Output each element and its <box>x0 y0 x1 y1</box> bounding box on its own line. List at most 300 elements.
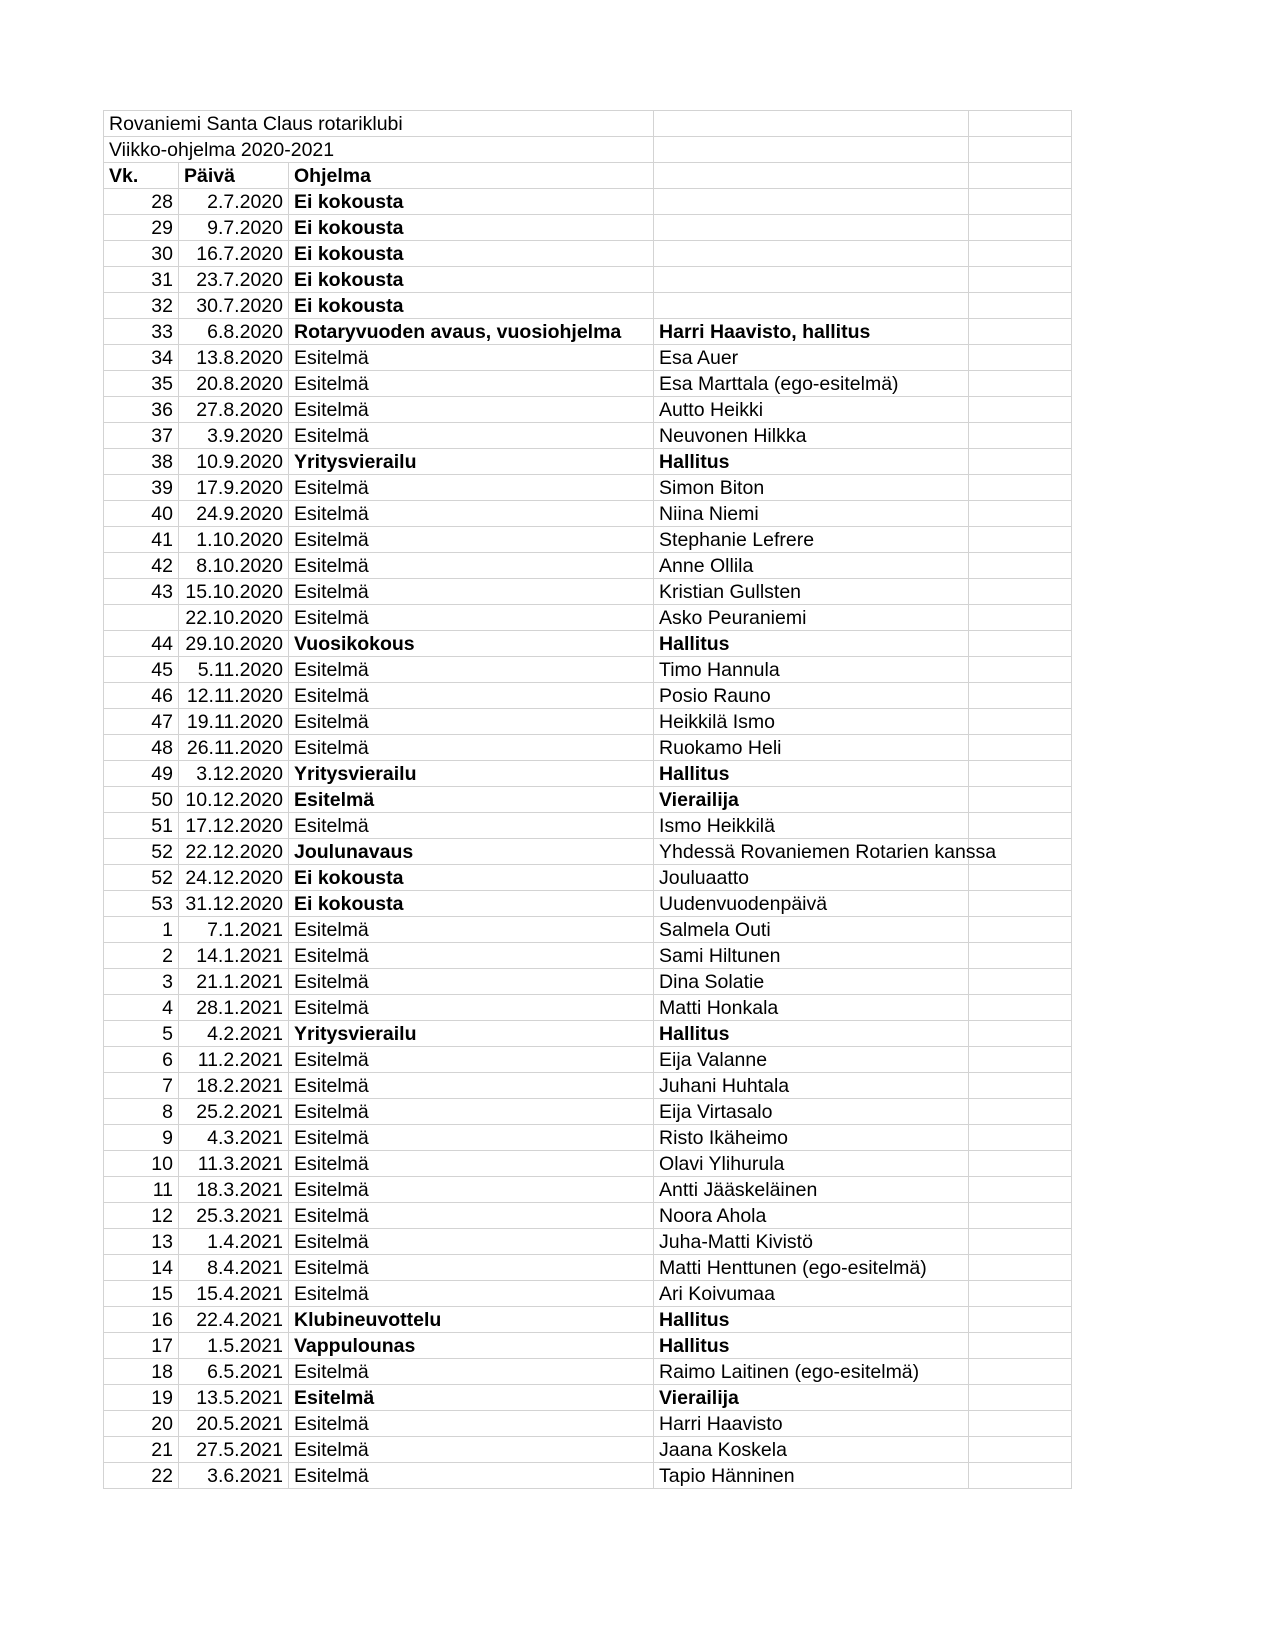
presenter-cell: Hallitus <box>654 1307 969 1333</box>
date-cell: 3.6.2021 <box>179 1463 289 1489</box>
empty-cell <box>969 917 1072 943</box>
table-row <box>104 1333 1072 1359</box>
program-cell: Esitelmä <box>289 709 654 735</box>
table-row <box>104 1437 1072 1463</box>
date-cell: 27.8.2020 <box>179 397 289 423</box>
date-cell: 15.4.2021 <box>179 1281 289 1307</box>
date-cell: 1.10.2020 <box>179 527 289 553</box>
empty-cell <box>969 527 1072 553</box>
presenter-cell: Esa Auer <box>654 345 969 371</box>
date-cell: 9.7.2020 <box>179 215 289 241</box>
program-cell: Esitelmä <box>289 1437 654 1463</box>
table-row <box>104 319 1072 345</box>
empty-cell <box>969 1359 1072 1385</box>
date-cell: 10.12.2020 <box>179 787 289 813</box>
date-cell: 20.5.2021 <box>179 1411 289 1437</box>
week-cell: 30 <box>104 241 179 267</box>
presenter-cell: Tapio Hänninen <box>654 1463 969 1489</box>
program-cell: Esitelmä <box>289 397 654 423</box>
presenter-cell: Ismo Heikkilä <box>654 813 969 839</box>
program-cell: Esitelmä <box>289 995 654 1021</box>
presenter-cell: Yhdessä Rovaniemen Rotarien kanssa <box>654 839 969 865</box>
date-cell: 19.11.2020 <box>179 709 289 735</box>
week-cell: 39 <box>104 475 179 501</box>
week-cell: 44 <box>104 631 179 657</box>
table-row <box>104 423 1072 449</box>
presenter-cell: Hallitus <box>654 449 969 475</box>
empty-cell <box>969 943 1072 969</box>
program-cell: Vappulounas <box>289 1333 654 1359</box>
empty-cell <box>969 345 1072 371</box>
empty-cell <box>969 1333 1072 1359</box>
presenter-cell: Autto Heikki <box>654 397 969 423</box>
empty-cell <box>969 423 1072 449</box>
table-row <box>104 1203 1072 1229</box>
week-cell: 11 <box>104 1177 179 1203</box>
program-cell: Esitelmä <box>289 1359 654 1385</box>
date-cell: 6.5.2021 <box>179 1359 289 1385</box>
program-cell: Esitelmä <box>289 1255 654 1281</box>
presenter-cell: Simon Biton <box>654 475 969 501</box>
week-cell: 4 <box>104 995 179 1021</box>
empty-cell <box>969 735 1072 761</box>
program-cell: Ei kokousta <box>289 293 654 319</box>
table-row <box>104 1047 1072 1073</box>
table-row <box>104 813 1072 839</box>
week-cell: 3 <box>104 969 179 995</box>
empty-cell <box>969 1177 1072 1203</box>
date-cell: 7.1.2021 <box>179 917 289 943</box>
date-cell: 11.2.2021 <box>179 1047 289 1073</box>
table-row <box>104 1021 1072 1047</box>
empty-cell <box>969 1073 1072 1099</box>
program-cell: Esitelmä <box>289 1463 654 1489</box>
week-cell: 34 <box>104 345 179 371</box>
date-cell: 18.3.2021 <box>179 1177 289 1203</box>
week-cell: 33 <box>104 319 179 345</box>
presenter-cell <box>654 267 969 293</box>
empty-cell <box>969 1021 1072 1047</box>
week-cell: 43 <box>104 579 179 605</box>
empty-cell <box>969 1125 1072 1151</box>
week-cell: 22 <box>104 1463 179 1489</box>
week-cell: 12 <box>104 1203 179 1229</box>
empty-cell <box>969 657 1072 683</box>
date-cell: 4.3.2021 <box>179 1125 289 1151</box>
empty-cell <box>654 137 969 163</box>
week-cell: 37 <box>104 423 179 449</box>
date-cell: 5.11.2020 <box>179 657 289 683</box>
table-row <box>104 267 1072 293</box>
program-cell: Esitelmä <box>289 527 654 553</box>
presenter-cell: Raimo Laitinen (ego-esitelmä) <box>654 1359 969 1385</box>
date-cell: 30.7.2020 <box>179 293 289 319</box>
table-row <box>104 397 1072 423</box>
presenter-cell: Matti Honkala <box>654 995 969 1021</box>
presenter-cell <box>654 293 969 319</box>
table-row <box>104 1125 1072 1151</box>
week-cell: 29 <box>104 215 179 241</box>
empty-cell <box>969 397 1072 423</box>
table-row <box>104 1255 1072 1281</box>
presenter-cell: Stephanie Lefrere <box>654 527 969 553</box>
table-row <box>104 553 1072 579</box>
table-row <box>104 215 1072 241</box>
date-cell: 15.10.2020 <box>179 579 289 605</box>
presenter-cell: Heikkilä Ismo <box>654 709 969 735</box>
date-cell: 16.7.2020 <box>179 241 289 267</box>
table-row <box>104 917 1072 943</box>
date-cell: 22.10.2020 <box>179 605 289 631</box>
presenter-cell: Jaana Koskela <box>654 1437 969 1463</box>
program-cell: Esitelmä <box>289 1385 654 1411</box>
program-cell: Klubineuvottelu <box>289 1307 654 1333</box>
program-cell: Ei kokousta <box>289 891 654 917</box>
empty-cell <box>969 683 1072 709</box>
empty-cell <box>969 137 1072 163</box>
date-cell: 25.3.2021 <box>179 1203 289 1229</box>
program-cell: Esitelmä <box>289 1281 654 1307</box>
presenter-cell: Eija Virtasalo <box>654 1099 969 1125</box>
empty-cell <box>969 761 1072 787</box>
empty-cell <box>969 787 1072 813</box>
table-row <box>104 1463 1072 1489</box>
table-row <box>104 735 1072 761</box>
table-row <box>104 475 1072 501</box>
date-cell: 31.12.2020 <box>179 891 289 917</box>
presenter-cell: Posio Rauno <box>654 683 969 709</box>
empty-cell <box>969 215 1072 241</box>
week-cell: 13 <box>104 1229 179 1255</box>
presenter-cell: Ari Koivumaa <box>654 1281 969 1307</box>
program-cell: Esitelmä <box>289 1229 654 1255</box>
table-row <box>104 449 1072 475</box>
date-cell: 22.4.2021 <box>179 1307 289 1333</box>
week-cell: 16 <box>104 1307 179 1333</box>
presenter-cell: Antti Jääskeläinen <box>654 1177 969 1203</box>
date-cell: 1.5.2021 <box>179 1333 289 1359</box>
program-cell: Ei kokousta <box>289 189 654 215</box>
table-row <box>104 865 1072 891</box>
subtitle-row <box>104 137 1072 163</box>
date-cell: 18.2.2021 <box>179 1073 289 1099</box>
week-cell: 49 <box>104 761 179 787</box>
empty-cell <box>969 969 1072 995</box>
empty-cell <box>969 813 1072 839</box>
date-cell: 25.2.2021 <box>179 1099 289 1125</box>
week-cell: 42 <box>104 553 179 579</box>
presenter-cell: Jouluaatto <box>654 865 969 891</box>
program-cell: Esitelmä <box>289 969 654 995</box>
table-row <box>104 1099 1072 1125</box>
table-row <box>104 683 1072 709</box>
program-cell: Esitelmä <box>289 1047 654 1073</box>
date-cell: 17.9.2020 <box>179 475 289 501</box>
table-row <box>104 189 1072 215</box>
week-cell: 31 <box>104 267 179 293</box>
program-cell: Ei kokousta <box>289 267 654 293</box>
table-row <box>104 527 1072 553</box>
date-cell: 6.8.2020 <box>179 319 289 345</box>
week-cell: 8 <box>104 1099 179 1125</box>
presenter-cell <box>654 189 969 215</box>
table-row <box>104 943 1072 969</box>
table-row <box>104 787 1072 813</box>
table-row <box>104 657 1072 683</box>
empty-cell <box>654 163 969 189</box>
program-cell: Esitelmä <box>289 813 654 839</box>
week-cell: 45 <box>104 657 179 683</box>
table-row <box>104 241 1072 267</box>
week-cell: 18 <box>104 1359 179 1385</box>
empty-cell <box>969 1437 1072 1463</box>
program-cell: Esitelmä <box>289 371 654 397</box>
program-cell: Ei kokousta <box>289 215 654 241</box>
empty-cell <box>969 995 1072 1021</box>
week-cell: 41 <box>104 527 179 553</box>
date-cell: 28.1.2021 <box>179 995 289 1021</box>
date-cell: 3.9.2020 <box>179 423 289 449</box>
program-cell: Esitelmä <box>289 943 654 969</box>
week-cell <box>104 605 179 631</box>
week-cell: 35 <box>104 371 179 397</box>
header-date: Päivä <box>179 163 289 189</box>
presenter-cell: Vierailija <box>654 1385 969 1411</box>
date-cell: 11.3.2021 <box>179 1151 289 1177</box>
empty-cell <box>969 1385 1072 1411</box>
date-cell: 22.12.2020 <box>179 839 289 865</box>
program-cell: Esitelmä <box>289 345 654 371</box>
presenter-cell: Hallitus <box>654 1021 969 1047</box>
week-cell: 52 <box>104 865 179 891</box>
date-cell: 27.5.2021 <box>179 1437 289 1463</box>
empty-cell <box>969 293 1072 319</box>
table-row <box>104 345 1072 371</box>
program-cell: Esitelmä <box>289 501 654 527</box>
date-cell: 13.8.2020 <box>179 345 289 371</box>
empty-cell <box>969 371 1072 397</box>
empty-cell <box>969 553 1072 579</box>
table-row <box>104 1281 1072 1307</box>
program-cell: Yritysvierailu <box>289 761 654 787</box>
week-cell: 32 <box>104 293 179 319</box>
program-cell: Esitelmä <box>289 787 654 813</box>
empty-cell <box>969 1463 1072 1489</box>
schedule-sheet <box>103 110 1072 1489</box>
empty-cell <box>969 865 1072 891</box>
week-cell: 51 <box>104 813 179 839</box>
table-row <box>104 1359 1072 1385</box>
presenter-cell: Dina Solatie <box>654 969 969 995</box>
empty-cell <box>969 631 1072 657</box>
empty-cell <box>969 1099 1072 1125</box>
week-cell: 19 <box>104 1385 179 1411</box>
table-row <box>104 501 1072 527</box>
program-cell: Esitelmä <box>289 1099 654 1125</box>
program-cell: Joulunavaus <box>289 839 654 865</box>
table-row <box>104 891 1072 917</box>
table-row <box>104 631 1072 657</box>
presenter-cell: Hallitus <box>654 1333 969 1359</box>
program-cell: Ei kokousta <box>289 865 654 891</box>
presenter-cell: Esa Marttala (ego-esitelmä) <box>654 371 969 397</box>
presenter-cell: Olavi Ylihurula <box>654 1151 969 1177</box>
empty-cell <box>969 1047 1072 1073</box>
presenter-cell: Hallitus <box>654 631 969 657</box>
program-cell: Rotaryvuoden avaus, vuosiohjelma <box>289 319 654 345</box>
schedule-table <box>103 110 1072 1489</box>
week-cell: 1 <box>104 917 179 943</box>
table-row <box>104 1229 1072 1255</box>
week-cell: 48 <box>104 735 179 761</box>
empty-cell <box>969 163 1072 189</box>
table-row <box>104 579 1072 605</box>
date-cell: 29.10.2020 <box>179 631 289 657</box>
week-cell: 46 <box>104 683 179 709</box>
empty-cell <box>969 1203 1072 1229</box>
date-cell: 3.12.2020 <box>179 761 289 787</box>
table-row <box>104 969 1072 995</box>
empty-cell <box>969 189 1072 215</box>
date-cell: 10.9.2020 <box>179 449 289 475</box>
presenter-cell: Timo Hannula <box>654 657 969 683</box>
program-cell: Yritysvierailu <box>289 1021 654 1047</box>
table-row <box>104 709 1072 735</box>
presenter-cell: Neuvonen Hilkka <box>654 423 969 449</box>
empty-cell <box>969 1255 1072 1281</box>
empty-cell <box>969 111 1072 137</box>
table-row <box>104 761 1072 787</box>
presenter-cell: Niina Niemi <box>654 501 969 527</box>
week-cell: 53 <box>104 891 179 917</box>
table-row <box>104 1385 1072 1411</box>
week-cell: 52 <box>104 839 179 865</box>
table-row <box>104 839 1072 865</box>
table-row <box>104 293 1072 319</box>
program-cell: Esitelmä <box>289 605 654 631</box>
program-cell: Esitelmä <box>289 423 654 449</box>
program-cell: Esitelmä <box>289 1151 654 1177</box>
week-cell: 15 <box>104 1281 179 1307</box>
week-cell: 36 <box>104 397 179 423</box>
date-cell: 8.4.2021 <box>179 1255 289 1281</box>
week-cell: 47 <box>104 709 179 735</box>
empty-cell <box>654 111 969 137</box>
program-cell: Esitelmä <box>289 683 654 709</box>
table-row <box>104 1177 1072 1203</box>
empty-cell <box>969 1307 1072 1333</box>
week-cell: 38 <box>104 449 179 475</box>
presenter-cell: Vierailija <box>654 787 969 813</box>
presenter-cell: Hallitus <box>654 761 969 787</box>
presenter-cell: Matti Henttunen (ego-esitelmä) <box>654 1255 969 1281</box>
table-row <box>104 995 1072 1021</box>
date-cell: 21.1.2021 <box>179 969 289 995</box>
presenter-cell: Risto Ikäheimo <box>654 1125 969 1151</box>
date-cell: 14.1.2021 <box>179 943 289 969</box>
presenter-cell: Harri Haavisto, hallitus <box>654 319 969 345</box>
date-cell: 2.7.2020 <box>179 189 289 215</box>
week-cell: 6 <box>104 1047 179 1073</box>
week-cell: 5 <box>104 1021 179 1047</box>
date-cell: 8.10.2020 <box>179 553 289 579</box>
date-cell: 26.11.2020 <box>179 735 289 761</box>
empty-cell <box>969 449 1072 475</box>
program-cell: Esitelmä <box>289 1203 654 1229</box>
week-cell: 40 <box>104 501 179 527</box>
empty-cell <box>969 241 1072 267</box>
header-program: Ohjelma <box>289 163 654 189</box>
program-cell: Esitelmä <box>289 553 654 579</box>
week-cell: 2 <box>104 943 179 969</box>
empty-cell <box>969 891 1072 917</box>
date-cell: 24.9.2020 <box>179 501 289 527</box>
title-row <box>104 111 1072 137</box>
empty-cell <box>969 605 1072 631</box>
week-cell: 28 <box>104 189 179 215</box>
program-cell: Esitelmä <box>289 475 654 501</box>
week-cell: 7 <box>104 1073 179 1099</box>
presenter-cell: Noora Ahola <box>654 1203 969 1229</box>
presenter-cell <box>654 241 969 267</box>
program-cell: Esitelmä <box>289 1125 654 1151</box>
program-cell: Yritysvierailu <box>289 449 654 475</box>
empty-cell <box>969 1411 1072 1437</box>
week-cell: 9 <box>104 1125 179 1151</box>
empty-cell <box>969 267 1072 293</box>
sheet-subtitle: Viikko-ohjelma 2020-2021 <box>104 137 654 163</box>
empty-cell <box>969 475 1072 501</box>
empty-cell <box>969 1281 1072 1307</box>
table-row <box>104 1151 1072 1177</box>
header-row <box>104 163 1072 189</box>
week-cell: 21 <box>104 1437 179 1463</box>
date-cell: 1.4.2021 <box>179 1229 289 1255</box>
week-cell: 17 <box>104 1333 179 1359</box>
date-cell: 4.2.2021 <box>179 1021 289 1047</box>
presenter-cell: Salmela Outi <box>654 917 969 943</box>
table-row <box>104 605 1072 631</box>
empty-cell <box>969 1151 1072 1177</box>
program-cell: Ei kokousta <box>289 241 654 267</box>
week-cell: 14 <box>104 1255 179 1281</box>
presenter-cell: Sami Hiltunen <box>654 943 969 969</box>
date-cell: 20.8.2020 <box>179 371 289 397</box>
presenter-cell: Harri Haavisto <box>654 1411 969 1437</box>
empty-cell <box>969 501 1072 527</box>
week-cell: 20 <box>104 1411 179 1437</box>
program-cell: Esitelmä <box>289 1177 654 1203</box>
header-week: Vk. <box>104 163 179 189</box>
program-cell: Esitelmä <box>289 917 654 943</box>
empty-cell <box>969 579 1072 605</box>
presenter-cell: Ruokamo Heli <box>654 735 969 761</box>
week-cell: 10 <box>104 1151 179 1177</box>
presenter-cell <box>654 215 969 241</box>
date-cell: 12.11.2020 <box>179 683 289 709</box>
program-cell: Esitelmä <box>289 579 654 605</box>
presenter-cell: Eija Valanne <box>654 1047 969 1073</box>
week-cell: 50 <box>104 787 179 813</box>
table-row <box>104 371 1072 397</box>
date-cell: 23.7.2020 <box>179 267 289 293</box>
empty-cell <box>969 319 1072 345</box>
program-cell: Esitelmä <box>289 1411 654 1437</box>
empty-cell <box>969 709 1072 735</box>
table-row <box>104 1073 1072 1099</box>
program-cell: Esitelmä <box>289 1073 654 1099</box>
program-cell: Vuosikokous <box>289 631 654 657</box>
